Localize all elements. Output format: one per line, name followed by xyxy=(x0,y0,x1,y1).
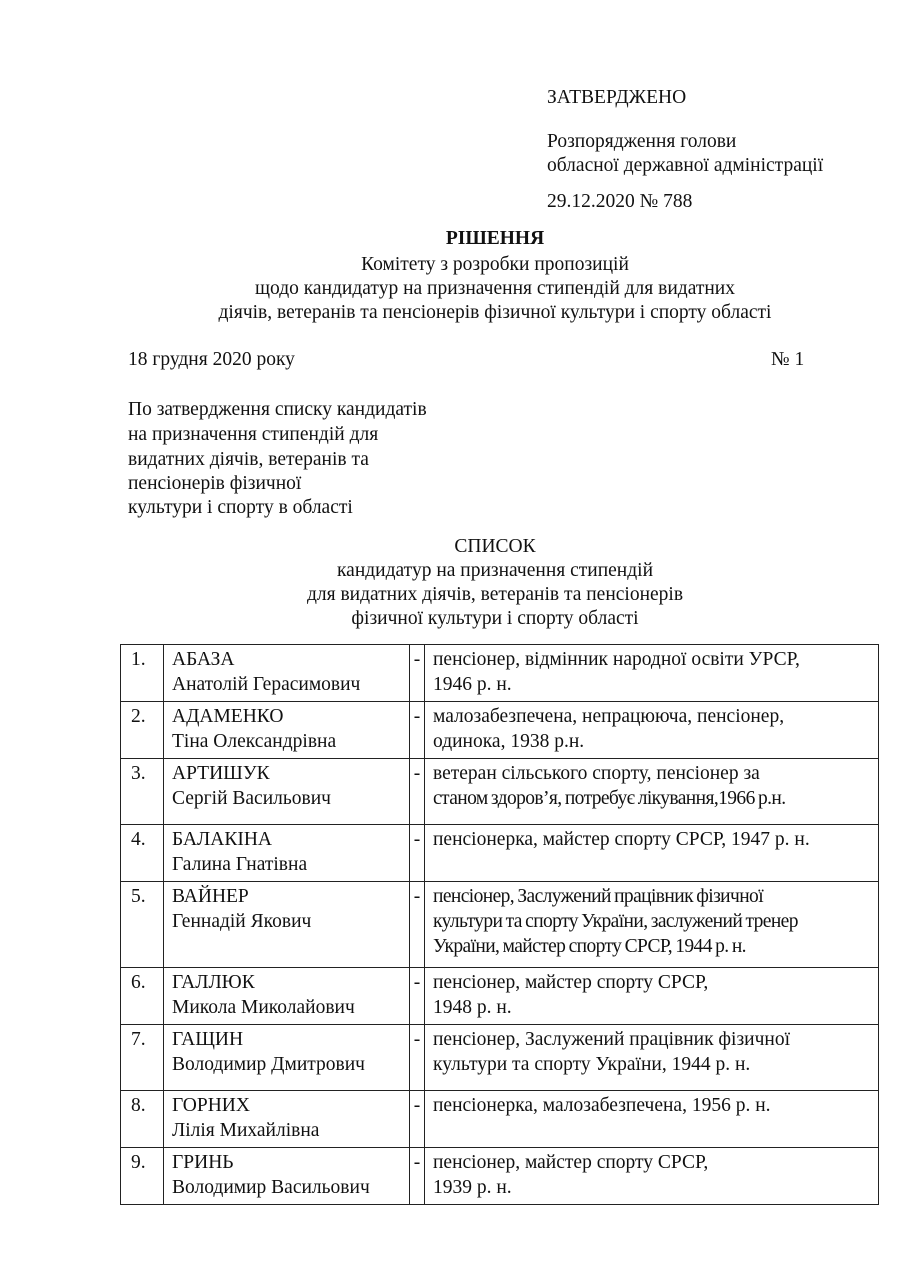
candidate-description xyxy=(425,1091,879,1148)
subject-line: на призначення стипендій для xyxy=(128,424,379,445)
candidate-given-name: Анатолій Герасимович xyxy=(172,674,361,695)
candidate-given-name: Володимир Дмитрович xyxy=(172,1054,365,1075)
approval-line-1: Розпорядження голови xyxy=(547,131,737,152)
description-line: пенсіонер, відмінник народної освіти УРСР, xyxy=(433,649,800,670)
row-number: 7. xyxy=(121,1025,164,1091)
candidate-name-cell xyxy=(164,882,410,968)
decision-line-1: Комітету з розробки пропозицій xyxy=(361,254,629,275)
subject-line: культури і спорту в області xyxy=(128,497,353,518)
candidate-name-cell xyxy=(164,1091,410,1148)
subject-line: пенсіонерів фізичної xyxy=(128,473,302,494)
table-row xyxy=(121,882,879,968)
table-row xyxy=(121,759,879,825)
approval-date-number: 29.12.2020 № 788 xyxy=(547,191,693,212)
candidate-description xyxy=(425,1025,879,1091)
decision-line-2: щодо кандидатур на призначення стипендій для видатних xyxy=(254,278,735,299)
decision-title: РІШЕННЯ xyxy=(445,228,545,249)
table-row xyxy=(121,702,879,759)
description-line: пенсіонер, Заслужений працівник фізичної xyxy=(433,886,764,907)
row-dash: - xyxy=(410,702,425,759)
candidate-surname: ВАЙНЕР xyxy=(172,886,249,907)
row-dash: - xyxy=(410,645,425,702)
subject-line: видатних діячів, ветеранів та xyxy=(128,449,369,470)
description-line: станом здоров’я, потребує лікування,1966 р.н. xyxy=(433,788,786,809)
row-number: 1. xyxy=(121,645,164,702)
subject-line: По затвердження списку кандидатів xyxy=(128,399,427,420)
description-line: пенсіонер, Заслужений працівник фізичної xyxy=(433,1029,791,1050)
row-number: 3. xyxy=(121,759,164,825)
description-line: України, майстер спорту СРСР, 1944 р. н. xyxy=(433,936,746,957)
row-dash: - xyxy=(410,968,425,1025)
candidate-name-cell xyxy=(164,1148,410,1205)
candidate-name-cell xyxy=(164,1025,410,1091)
table-row xyxy=(121,1148,879,1205)
candidate-name-cell xyxy=(164,825,410,882)
description-line: 1946 р. н. xyxy=(433,674,512,695)
candidate-name-cell xyxy=(164,759,410,825)
candidate-given-name: Тіна Олександрівна xyxy=(172,731,337,752)
decision-line-3: діячів, ветеранів та пенсіонерів фізичної культури і спорту області xyxy=(218,302,772,323)
list-title: СПИСОК xyxy=(454,536,536,557)
description-line: 1948 р. н. xyxy=(433,997,512,1018)
candidate-surname: ГОРНИХ xyxy=(172,1095,250,1116)
candidate-surname: ГАЛЛЮК xyxy=(172,972,255,993)
description-line: пенсіонерка, майстер спорту СРСР, 1947 р. н. xyxy=(433,829,810,850)
row-number: 8. xyxy=(121,1091,164,1148)
candidate-description xyxy=(425,645,879,702)
description-line: пенсіонер, майстер спорту СРСР, xyxy=(433,1152,709,1173)
candidate-surname: АДАМЕНКО xyxy=(172,706,284,727)
candidate-name-cell xyxy=(164,702,410,759)
description-line: 1939 р. н. xyxy=(433,1177,512,1198)
row-dash: - xyxy=(410,882,425,968)
row-dash: - xyxy=(410,1025,425,1091)
description-line: малозабезпечена, непрацююча, пенсіонер, xyxy=(433,706,785,727)
table-row xyxy=(121,1091,879,1148)
row-dash: - xyxy=(410,759,425,825)
candidate-name-cell xyxy=(164,645,410,702)
list-subtitle-3: фізичної культури і спорту області xyxy=(351,608,639,629)
candidate-description xyxy=(425,882,879,968)
candidate-given-name: Микола Миколайович xyxy=(172,997,355,1018)
candidate-surname: АБАЗА xyxy=(172,649,235,670)
approval-line-2: обласної державної адміністрації xyxy=(547,155,824,176)
candidate-description xyxy=(425,759,879,825)
row-number: 5. xyxy=(121,882,164,968)
description-line: одинока, 1938 р.н. xyxy=(433,731,585,752)
candidate-surname: АРТИШУК xyxy=(172,763,270,784)
candidate-given-name: Геннадій Якович xyxy=(172,911,312,932)
row-dash: - xyxy=(410,825,425,882)
candidates-table xyxy=(120,644,879,1205)
candidate-given-name: Сергій Васильович xyxy=(172,788,331,809)
row-number: 9. xyxy=(121,1148,164,1205)
candidate-given-name: Галина Гнатівна xyxy=(172,854,308,875)
row-dash: - xyxy=(410,1148,425,1205)
candidate-description xyxy=(425,968,879,1025)
table-row xyxy=(121,645,879,702)
candidate-description xyxy=(425,825,879,882)
list-subtitle-2: для видатних діячів, ветеранів та пенсіонерів xyxy=(306,584,684,605)
table-row xyxy=(121,1025,879,1091)
candidate-given-name: Володимир Васильович xyxy=(172,1177,370,1198)
candidate-surname: ГРИНЬ xyxy=(172,1152,234,1173)
candidate-description xyxy=(425,1148,879,1205)
table-row xyxy=(121,968,879,1025)
row-dash: - xyxy=(410,1091,425,1148)
description-line: пенсіонер, майстер спорту СРСР, xyxy=(433,972,709,993)
decision-date: 18 грудня 2020 року xyxy=(128,349,295,370)
row-number: 2. xyxy=(121,702,164,759)
candidate-given-name: Лілія Михайлівна xyxy=(172,1120,320,1141)
approval-heading: ЗАТВЕРДЖЕНО xyxy=(547,87,687,108)
candidate-name-cell xyxy=(164,968,410,1025)
description-line: ветеран сільського спорту, пенсіонер за xyxy=(433,763,760,784)
table-row xyxy=(121,825,879,882)
candidate-surname: БАЛАКІНА xyxy=(172,829,272,850)
row-number: 4. xyxy=(121,825,164,882)
description-line: пенсіонерка, малозабезпечена, 1956 р. н. xyxy=(433,1095,771,1116)
row-number: 6. xyxy=(121,968,164,1025)
description-line: культури та спорту України, заслужений тренер xyxy=(433,911,798,932)
description-line: культури та спорту України, 1944 р. н. xyxy=(433,1054,751,1075)
list-subtitle-1: кандидатур на призначення стипендій xyxy=(336,560,654,581)
decision-number: № 1 xyxy=(771,349,805,370)
candidate-surname: ГАЩИН xyxy=(172,1029,244,1050)
candidate-description xyxy=(425,702,879,759)
